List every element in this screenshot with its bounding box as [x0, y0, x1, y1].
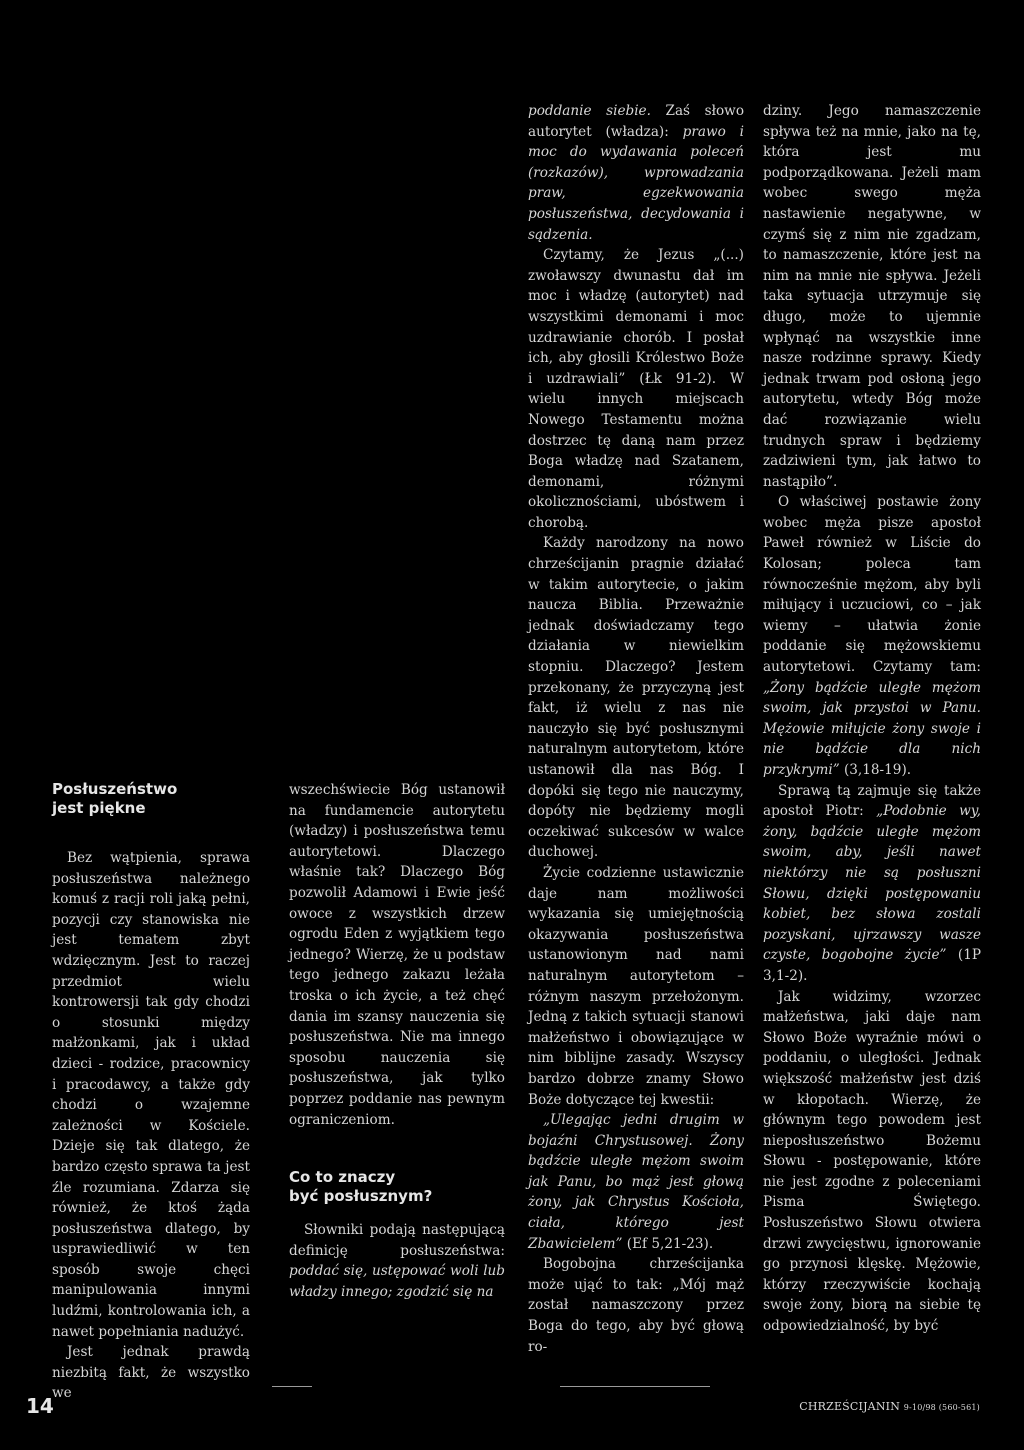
- paragraph: Czytamy, że Jezus „(...) zwoławszy dwunastu dał im moc i władzę (autorytet) nad wszystkimi demonami i moc uzdrawianie chorób. I posłał ich, aby głosili Królestwo Boże i uzdrawiali” (Łk 91-2). W wielu innych miejscach Nowego Testamentu można dostrzec tę daną nam przez Boga władzę nad Szatanem, demonami, różnymi okolicznościami, ubóstwem i chorobą.: [528, 247, 744, 531]
- column-4: [763, 101, 981, 1337]
- text-run: O właściwej postawie żony wobec męża pisze apostoł Paweł również w Liście do Kolosan; poleca tam równocześnie mężom, aby byli miłujący i uczuciowi, co – jak wiemy – ułatwia żonie poddanie się mężowskiemu autorytetowi. Czytamy tam:: [763, 494, 981, 676]
- text-run: Sprawą tą zajmuje się także apostoł Piotr:: [763, 782, 981, 820]
- text-run: (3,18-19).: [839, 762, 912, 778]
- scripture-quote: „Podobnie wy, żony, bądźcie uległe mężom swoim, aby, jeśli nawet niektórzy nie są posłuszni Słowu, dzięki postępowaniu kobiet, bez słowa zostali pozyskani, ujrzawszy wasze czyste, bogobojne życie”: [763, 803, 981, 964]
- paragraph: Jest jednak prawdą niezbitą fakt, że wszystko we: [52, 1344, 250, 1402]
- text-run: Słowniki podają następującą definicję posłuszeństwa:: [289, 1222, 505, 1259]
- paragraph: [528, 101, 744, 245]
- definition-italic: prawo i moc do wydawania poleceń (rozkazów), wprowadzania praw, egzekwowania posłuszeństwa, decydowania i sądzenia.: [528, 123, 744, 243]
- paragraph: Jak widzimy, wzorzec małżeństwa, jaki daje nam Słowo Boże wyraźnie mówi o poddaniu, o uległości. Jednak większość małżeństw jest dziś w kłopotach. Wierzę, że głównym tego powodem jest nieposłuszeństwo Bożemu Słowu - postępowanie, które nie jest zgodne z poleceniami Pisma Świętego. Posłuszeństwo Słowu otwiera drzwi zwycięstwu, ignorowanie go przynosi klęskę. Mężowie, którzy rzeczywiście kochają swoje żony, biorą na siebie tę odpowiedzialność, by być: [763, 988, 981, 1335]
- magazine-footer: [799, 1400, 980, 1413]
- heading-line-2: jest piękne: [52, 799, 146, 817]
- scripture-quote: „Żony bądźcie uległe mężom swoim, jak przystoi w Panu. Mężowie miłujcie żony swoje i nie bądźcie dla nich przykrymi”: [763, 679, 981, 778]
- section-heading-obedience-beautiful: [52, 780, 250, 818]
- definition-italic: poddać się, ustępować woli lub władzy innego; zgodzić się na: [289, 1263, 505, 1300]
- text-run: Zaś słowo autorytet (władza):: [528, 103, 744, 140]
- text-run: (1P 3,1-2).: [763, 947, 982, 984]
- column-3: [528, 101, 744, 1357]
- magazine-title: CHRZEŚCIJANIN: [799, 1400, 901, 1413]
- paragraph: Bez wątpienia, sprawa posłuszeństwa należnego komuś z racji roli jaką pełni, pozycji czy stanowiska nie jest tematem zbyt wdzięcznym. Jest to raczej przedmiot wielu kontrowersji tak gdy chodzi o stosunki między małżonkami, jak i układ dzieci - rodzice, pracownicy i pracodawcy, a także gdy chodzi o wzajemne zależności w Kościele. Dzieje się tak dlatego, że bardzo często sprawa ta jest źle rozumiana. Zdarza się również, że ktoś żąda posłuszeństwa dlatego, by usprawiedliwić w ten sposób swoje chęci manipulowania innymi ludźmi, kontrolowania ich, a nawet popełniania nadużyć.: [52, 850, 250, 1340]
- text-run: (Ef 5,21-23).: [622, 1235, 714, 1252]
- column-1: [52, 780, 250, 1404]
- heading-line-2: być posłusznym?: [289, 1187, 433, 1206]
- paragraph: [289, 1220, 505, 1302]
- paragraph: [763, 492, 981, 780]
- paragraph: Życie codzienne ustawicznie daje nam możliwości wykazania się umiejętnością okazywania posłuszeństwa ustanowionym nad nami naturalnym autorytetom – różnym naszym przełożonym. Jedną z takich sytuacji stanowi małżeństwo i obowiązujące w nim biblijne zasady. Wszyscy bardzo dobrze znamy Słowo Boże dotyczące tej kwestii:: [528, 864, 744, 1108]
- footer-rule-left: [272, 1386, 312, 1387]
- footer-rule-right: [560, 1386, 710, 1387]
- paragraph: [763, 781, 981, 987]
- section-heading-what-means-obedient: [289, 1168, 505, 1206]
- paragraph: Każdy narodzony na nowo chrześcijanin pragnie działać w takim autorytecie, o jakim naucza Biblia. Przeważnie jednak doświadczamy tego działania w niewielkim stopniu. Dlaczego? Jestem przekonany, że przyczyną jest fakt, iż wielu z nas nie nauczyło się być posłusznymi naturalnym autorytetom, które ustanowił dla nas Bóg. I dopóki się tego nie nauczymy, dopóty nie będziemy mogli oczekiwać sukcesów w walce duchowej.: [528, 535, 744, 861]
- column-2: [289, 780, 505, 1302]
- scripture-quote: „Ulegając jedni drugim w bojaźni Chrystusowej. Żony bądźcie uległe mężom swoim jak Panu, bo mąż jest głową żony, jak Chrystus Kościoła, ciała, którego jest Zbawicielem”: [528, 1112, 744, 1252]
- quote-paragraph: [528, 1110, 744, 1254]
- issue-number: 9-10/98 (560-561): [903, 1403, 980, 1412]
- paragraph: wszechświecie Bóg ustanowił na fundamencie autorytetu (władzy) i posłuszeństwa temu autorytetowi. Dlaczego właśnie tak? Dlaczego Bóg pozwolił Adamowi i Ewie jeść owoce z wszystkich drzew ogrodu Eden z wyjątkiem tego jednego? Wierzę, że u podstaw tego jednego zakazu leżała troska o ich życie, a też chęć dania im szansy nauczenia się posłuszeństwa. Nie ma innego sposobu nauczenia się posłuszeństwa, jak tylko poprzez poddanie nas pewnym ograniczeniom.: [289, 782, 505, 1128]
- heading-line-1: Posłuszeństwo: [52, 780, 178, 798]
- paragraph: Bogobojna chrześcijanka może ująć to tak: „Mój mąż został namaszczony przez Boga do tego, aby być głową ro-: [528, 1256, 744, 1355]
- definition-italic: poddanie siebie.: [528, 103, 651, 119]
- heading-line-1: Co to znaczy: [289, 1168, 396, 1187]
- paragraph: dziny. Jego namaszczenie spływa też na mnie, jako na tę, która jest mu podporządkowana. Jeżeli mam wobec swego męża nastawienie negatywne, w czymś się z nim nie zgadzam, to namaszczenie, które jest na nim na mnie nie spływa. Jeżeli taka sytuacja utrzymuje się długo, może to ujemnie wpłynąć na wszystkie inne nasze rodzinne sprawy. Kiedy jednak trwam pod osłoną jego autorytetu, wtedy Bóg może dać rozwiązanie wielu trudnych spraw i będziemy zadziwieni tym, jak łatwo to nastąpiło”.: [763, 103, 981, 490]
- page-number: 14: [26, 1394, 54, 1418]
